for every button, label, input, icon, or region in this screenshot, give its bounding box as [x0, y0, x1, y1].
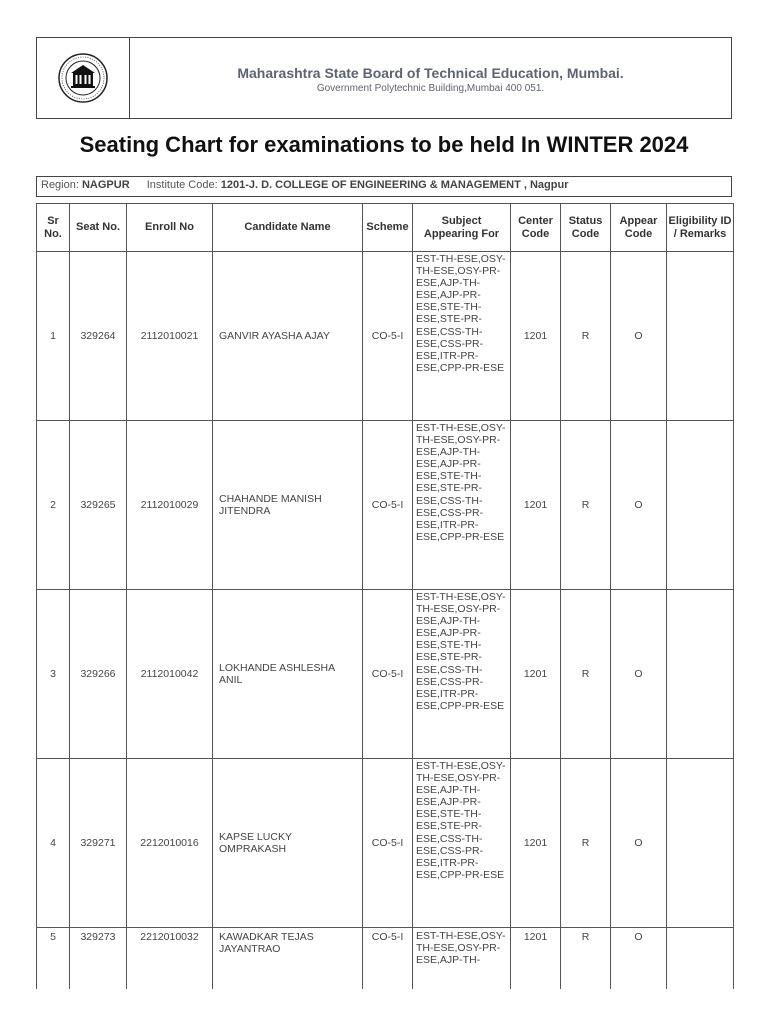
seat-no: 329266 — [70, 590, 127, 759]
scheme: CO-5-I — [363, 928, 413, 990]
table-row — [37, 252, 734, 421]
center-code: 1201 — [511, 252, 561, 421]
status-code: R — [561, 252, 611, 421]
institute-label: Institute Code: — [146, 179, 218, 191]
table-header-row — [37, 204, 734, 252]
page-title: Seating Chart for examinations to be held In WINTER 2024 — [79, 132, 689, 157]
col-header: Enroll No — [127, 204, 213, 252]
seating-table — [36, 203, 734, 989]
institute-value: 1201-J. D. COLLEGE OF ENGINEERING & MANAGEMENT , Nagpur — [220, 179, 569, 191]
remarks — [667, 928, 734, 990]
seat-no: 329265 — [70, 421, 127, 590]
remarks — [667, 421, 734, 590]
seat-no: 329271 — [70, 759, 127, 928]
subjects: EST-TH-ESE,OSY-TH-ESE,OSY-PR-ESE,AJP-TH-ESE,AJP-PR-ESE,STE-TH-ESE,STE-PR-ESE,CSS-TH-ESE,CSS-PR-ESE,ITR-PR-ESE,CPP-PR-ESE — [413, 252, 511, 421]
appear-code: O — [611, 928, 667, 990]
enroll-no: 2212010032 — [127, 928, 213, 990]
enroll-no: 2112010029 — [127, 421, 213, 590]
appear-code: O — [611, 590, 667, 759]
col-header: Status Code — [561, 204, 611, 252]
table-row — [37, 590, 734, 759]
candidate-name: GANVIR AYASHA AJAY — [213, 252, 363, 421]
subjects: EST-TH-ESE,OSY-TH-ESE,OSY-PR-ESE,AJP-TH- — [413, 928, 511, 990]
col-header: Candidate Name — [213, 204, 363, 252]
center-code: 1201 — [511, 590, 561, 759]
appear-code: O — [611, 759, 667, 928]
enroll-no: 2112010021 — [127, 252, 213, 421]
col-header: Appear Code — [611, 204, 667, 252]
enroll-no: 2212010016 — [127, 759, 213, 928]
col-header: Sr No. — [37, 204, 70, 252]
sr-no: 2 — [37, 421, 70, 590]
seat-no: 329264 — [70, 252, 127, 421]
region-label: Region: — [41, 179, 79, 191]
sr-no: 3 — [37, 590, 70, 759]
status-code: R — [561, 421, 611, 590]
center-code: 1201 — [511, 759, 561, 928]
table-row — [37, 928, 734, 990]
org-name: Maharashtra State Board of Technical Education, Mumbai. — [237, 65, 624, 81]
status-code: R — [561, 928, 611, 990]
remarks — [667, 759, 734, 928]
scheme: CO-5-I — [363, 759, 413, 928]
scheme: CO-5-I — [363, 590, 413, 759]
remarks — [667, 590, 734, 759]
sr-no: 4 — [37, 759, 70, 928]
appear-code: O — [611, 252, 667, 421]
status-code: R — [561, 759, 611, 928]
col-header: Subject Appearing For — [413, 204, 511, 252]
col-header: Scheme — [363, 204, 413, 252]
enroll-no: 2112010042 — [127, 590, 213, 759]
col-header: Eligibility ID / Remarks — [667, 204, 734, 252]
remarks — [667, 252, 734, 421]
scheme: CO-5-I — [363, 252, 413, 421]
seat-no: 329273 — [70, 928, 127, 990]
region-value: NAGPUR — [81, 179, 130, 191]
col-header: Center Code — [511, 204, 561, 252]
subjects: EST-TH-ESE,OSY-TH-ESE,OSY-PR-ESE,AJP-TH-ESE,AJP-PR-ESE,STE-TH-ESE,STE-PR-ESE,CSS-TH-ESE,CSS-PR-ESE,ITR-PR-ESE,CPP-PR-ESE — [413, 759, 511, 928]
candidate-name: CHAHANDE MANISH JITENDRA — [213, 421, 363, 590]
table-row — [37, 759, 734, 928]
scheme: CO-5-I — [363, 421, 413, 590]
candidate-name: KAWADKAR TEJAS JAYANTRAO — [213, 928, 363, 990]
sr-no: 1 — [37, 252, 70, 421]
org-address: Government Polytechnic Building,Mumbai 400 051. — [316, 83, 545, 94]
subjects: EST-TH-ESE,OSY-TH-ESE,OSY-PR-ESE,AJP-TH-ESE,AJP-PR-ESE,STE-TH-ESE,STE-PR-ESE,CSS-TH-ESE,CSS-PR-ESE,ITR-PR-ESE,CPP-PR-ESE — [413, 590, 511, 759]
sr-no: 5 — [37, 928, 70, 990]
candidate-name: LOKHANDE ASHLESHA ANIL — [213, 590, 363, 759]
appear-code: O — [611, 421, 667, 590]
center-code: 1201 — [511, 421, 561, 590]
candidate-name: KAPSE LUCKY OMPRAKASH — [213, 759, 363, 928]
status-code: R — [561, 590, 611, 759]
center-code: 1201 — [511, 928, 561, 990]
col-header: Seat No. — [70, 204, 127, 252]
subjects: EST-TH-ESE,OSY-TH-ESE,OSY-PR-ESE,AJP-TH-ESE,AJP-PR-ESE,STE-TH-ESE,STE-PR-ESE,CSS-TH-ESE,CSS-PR-ESE,ITR-PR-ESE,CPP-PR-ESE — [413, 421, 511, 590]
table-row — [37, 421, 734, 590]
